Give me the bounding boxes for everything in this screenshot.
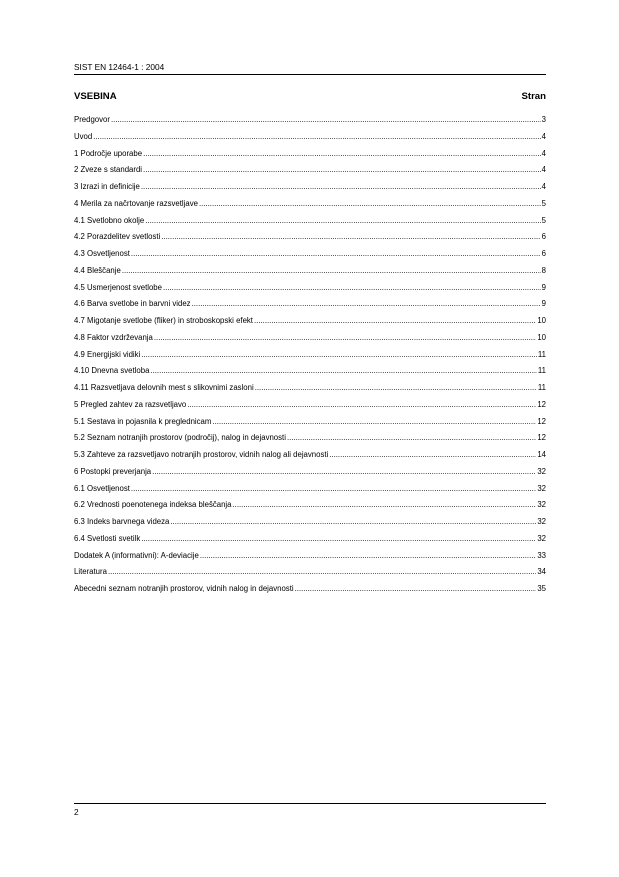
toc-entry-title: 6.2 Vrednosti poenotenega indeksa bleščanja	[74, 500, 232, 510]
toc-entry[interactable]	[74, 397, 546, 414]
toc-leader	[199, 196, 541, 213]
toc-leader	[163, 280, 541, 297]
toc-entry[interactable]	[74, 531, 546, 548]
toc-entry-title: 4.9 Energijski vidiki	[74, 349, 141, 359]
toc-entry[interactable]	[74, 229, 546, 246]
toc-entry-page: 10	[537, 332, 546, 342]
toc-entry-title: 4.2 Porazdelitev svetlosti	[74, 232, 161, 242]
toc-entry-page: 12	[537, 416, 546, 426]
toc-page-column-label: Stran	[521, 91, 546, 102]
toc-entry-page: 33	[537, 550, 546, 560]
toc-leader	[131, 481, 536, 498]
toc-entry-page: 35	[537, 584, 546, 593]
toc-entry-title: 5.3 Zahteve za razsvetljavo notranjih prostorov, vidnih nalog ali dejavnosti	[74, 450, 329, 459]
toc-entry[interactable]	[74, 481, 546, 498]
toc-entry-page: 32	[537, 466, 546, 476]
toc-leader	[143, 146, 541, 163]
toc-leader	[254, 313, 536, 330]
toc-entry-title: 4.7 Migotanje svetlobe (fliker) in stroboskopski efekt	[74, 316, 253, 325]
toc-entry-page: 9	[541, 282, 546, 292]
toc-entry-page: 6	[541, 232, 546, 242]
toc-entry-page: 9	[541, 299, 546, 309]
toc-entry[interactable]	[74, 430, 546, 447]
toc-entry[interactable]	[74, 548, 546, 565]
toc-leader	[161, 229, 540, 246]
toc-entry-title: Literatura	[74, 567, 107, 577]
toc-entry-page: 5	[541, 198, 546, 208]
toc-entry[interactable]	[74, 380, 546, 397]
toc-entry-page: 3	[541, 115, 546, 124]
toc-entry-title: 4.10 Dnevna svetloba	[74, 366, 150, 376]
toc-leader	[145, 213, 540, 230]
toc-entry[interactable]	[74, 414, 546, 431]
toc-leader	[152, 464, 536, 481]
toc-entry-page: 11	[537, 349, 546, 359]
toc-leader	[150, 363, 536, 380]
toc-entry-page: 8	[541, 265, 546, 275]
toc-entry-title: 4.1 Svetlobno okolje	[74, 215, 145, 225]
page-number: 2	[74, 807, 79, 817]
toc-entry-page: 6	[541, 249, 546, 258]
toc-leader	[329, 447, 536, 464]
toc-entry[interactable]	[74, 146, 546, 163]
toc-leader	[141, 347, 537, 364]
toc-entry[interactable]	[74, 514, 546, 531]
toc-entry-page: 11	[537, 366, 546, 376]
toc-entry-page: 32	[537, 517, 546, 526]
toc-entry-title: 5 Pregled zahtev za razsvetljavo	[74, 399, 187, 409]
toc-entry-title: 5.2 Seznam notranjih prostorov (področij), nalog in dejavnosti	[74, 433, 286, 443]
toc-entry-page: 4	[541, 165, 546, 175]
toc-leader	[233, 497, 537, 514]
toc-leader	[187, 397, 536, 414]
toc-entry[interactable]	[74, 179, 546, 196]
toc-entry[interactable]	[74, 363, 546, 380]
toc-title-row	[74, 91, 546, 103]
toc-entry-page: 4	[541, 182, 546, 191]
footer-divider	[74, 803, 546, 804]
toc-entry[interactable]	[74, 564, 546, 581]
toc-entry-page: 32	[537, 533, 546, 543]
toc-leader	[154, 330, 536, 347]
toc-entry-title: 4.8 Faktor vzdrževanja	[74, 332, 153, 342]
toc-entry-page: 34	[537, 567, 546, 577]
toc-entry[interactable]	[74, 581, 546, 598]
toc-entry-title: 5.1 Sestava in pojasnila k preglednicam	[74, 416, 212, 426]
toc-entry[interactable]	[74, 330, 546, 347]
toc-leader	[108, 564, 536, 581]
toc-entry-title: Uvod	[74, 131, 93, 141]
document-header: SIST EN 12464-1 : 2004	[74, 62, 165, 72]
toc-entry-title: 6.1 Osvetljenost	[74, 483, 130, 493]
toc-entry[interactable]	[74, 196, 546, 213]
toc-entry-title: 1 Področje uporabe	[74, 148, 143, 158]
toc-leader	[200, 548, 537, 565]
toc-leader	[141, 179, 541, 196]
toc-entry[interactable]	[74, 447, 546, 464]
toc-entry-title: 4.6 Barva svetlobe in barvni videz	[74, 299, 191, 309]
toc-entry-title: 4.5 Usmerjenost svetlobe	[74, 282, 162, 292]
toc-entry-page: 10	[537, 316, 546, 325]
toc-leader	[287, 430, 536, 447]
toc-entry[interactable]	[74, 497, 546, 514]
toc-entry-title: 6.3 Indeks barvnega videza	[74, 517, 170, 526]
toc-leader	[295, 581, 537, 598]
toc-entry-title: Dodatek A (informativni): A-deviacije	[74, 550, 199, 560]
toc-entry-title: 3 Izrazi in definicije	[74, 182, 140, 191]
toc-entry-title: 4 Merila za načrtovanje razsvetljave	[74, 198, 198, 208]
toc-entry-title: Predgovor	[74, 115, 110, 124]
toc-entry-page: 12	[537, 433, 546, 443]
toc-entry[interactable]	[74, 347, 546, 364]
toc-entry[interactable]	[74, 280, 546, 297]
toc-leader	[192, 296, 541, 313]
toc-entry[interactable]	[74, 313, 546, 330]
toc-leader	[131, 246, 541, 263]
toc-entry-title: 6.4 Svetlosti svetilk	[74, 533, 141, 543]
toc-entry-title: 6 Postopki preverjanja	[74, 466, 152, 476]
header-divider	[74, 74, 546, 75]
toc-entry[interactable]	[74, 246, 546, 263]
toc-entry[interactable]	[74, 162, 546, 179]
toc-entry[interactable]	[74, 296, 546, 313]
toc-entry[interactable]	[74, 129, 546, 146]
toc-leader	[122, 263, 541, 280]
toc-entry-page: 11	[537, 383, 546, 392]
toc-entry-page: 4	[541, 148, 546, 158]
toc-entry-page: 4	[541, 131, 546, 141]
toc-leader	[255, 380, 537, 397]
toc-entry-page: 5	[541, 215, 546, 225]
toc-leader	[141, 531, 536, 548]
toc-leader	[143, 162, 541, 179]
toc-entry-page: 14	[537, 450, 546, 459]
toc-entry-title: 4.3 Osvetljenost	[74, 249, 130, 258]
toc-entry-title: 2 Zveze s standardi	[74, 165, 143, 175]
toc-leader	[111, 112, 541, 129]
toc-entry-title: 4.11 Razsvetljava delovnih mest s slikovnimi zasloni	[74, 383, 254, 392]
toc-entry-title: Abecedni seznam notranjih prostorov, vidnih nalog in dejavnosti	[74, 584, 294, 593]
toc-entry-title: 4.4 Bleščanje	[74, 265, 121, 275]
table-of-contents	[74, 112, 546, 598]
toc-entry[interactable]	[74, 464, 546, 481]
toc-entry[interactable]	[74, 263, 546, 280]
toc-entry-page: 32	[537, 500, 546, 510]
toc-title: VSEBINA	[74, 91, 117, 102]
toc-entry-page: 32	[537, 483, 546, 493]
toc-leader	[93, 129, 540, 146]
toc-leader	[212, 414, 536, 431]
toc-entry[interactable]	[74, 112, 546, 129]
toc-leader	[170, 514, 536, 531]
toc-entry-page: 12	[537, 399, 546, 409]
toc-entry[interactable]	[74, 213, 546, 230]
